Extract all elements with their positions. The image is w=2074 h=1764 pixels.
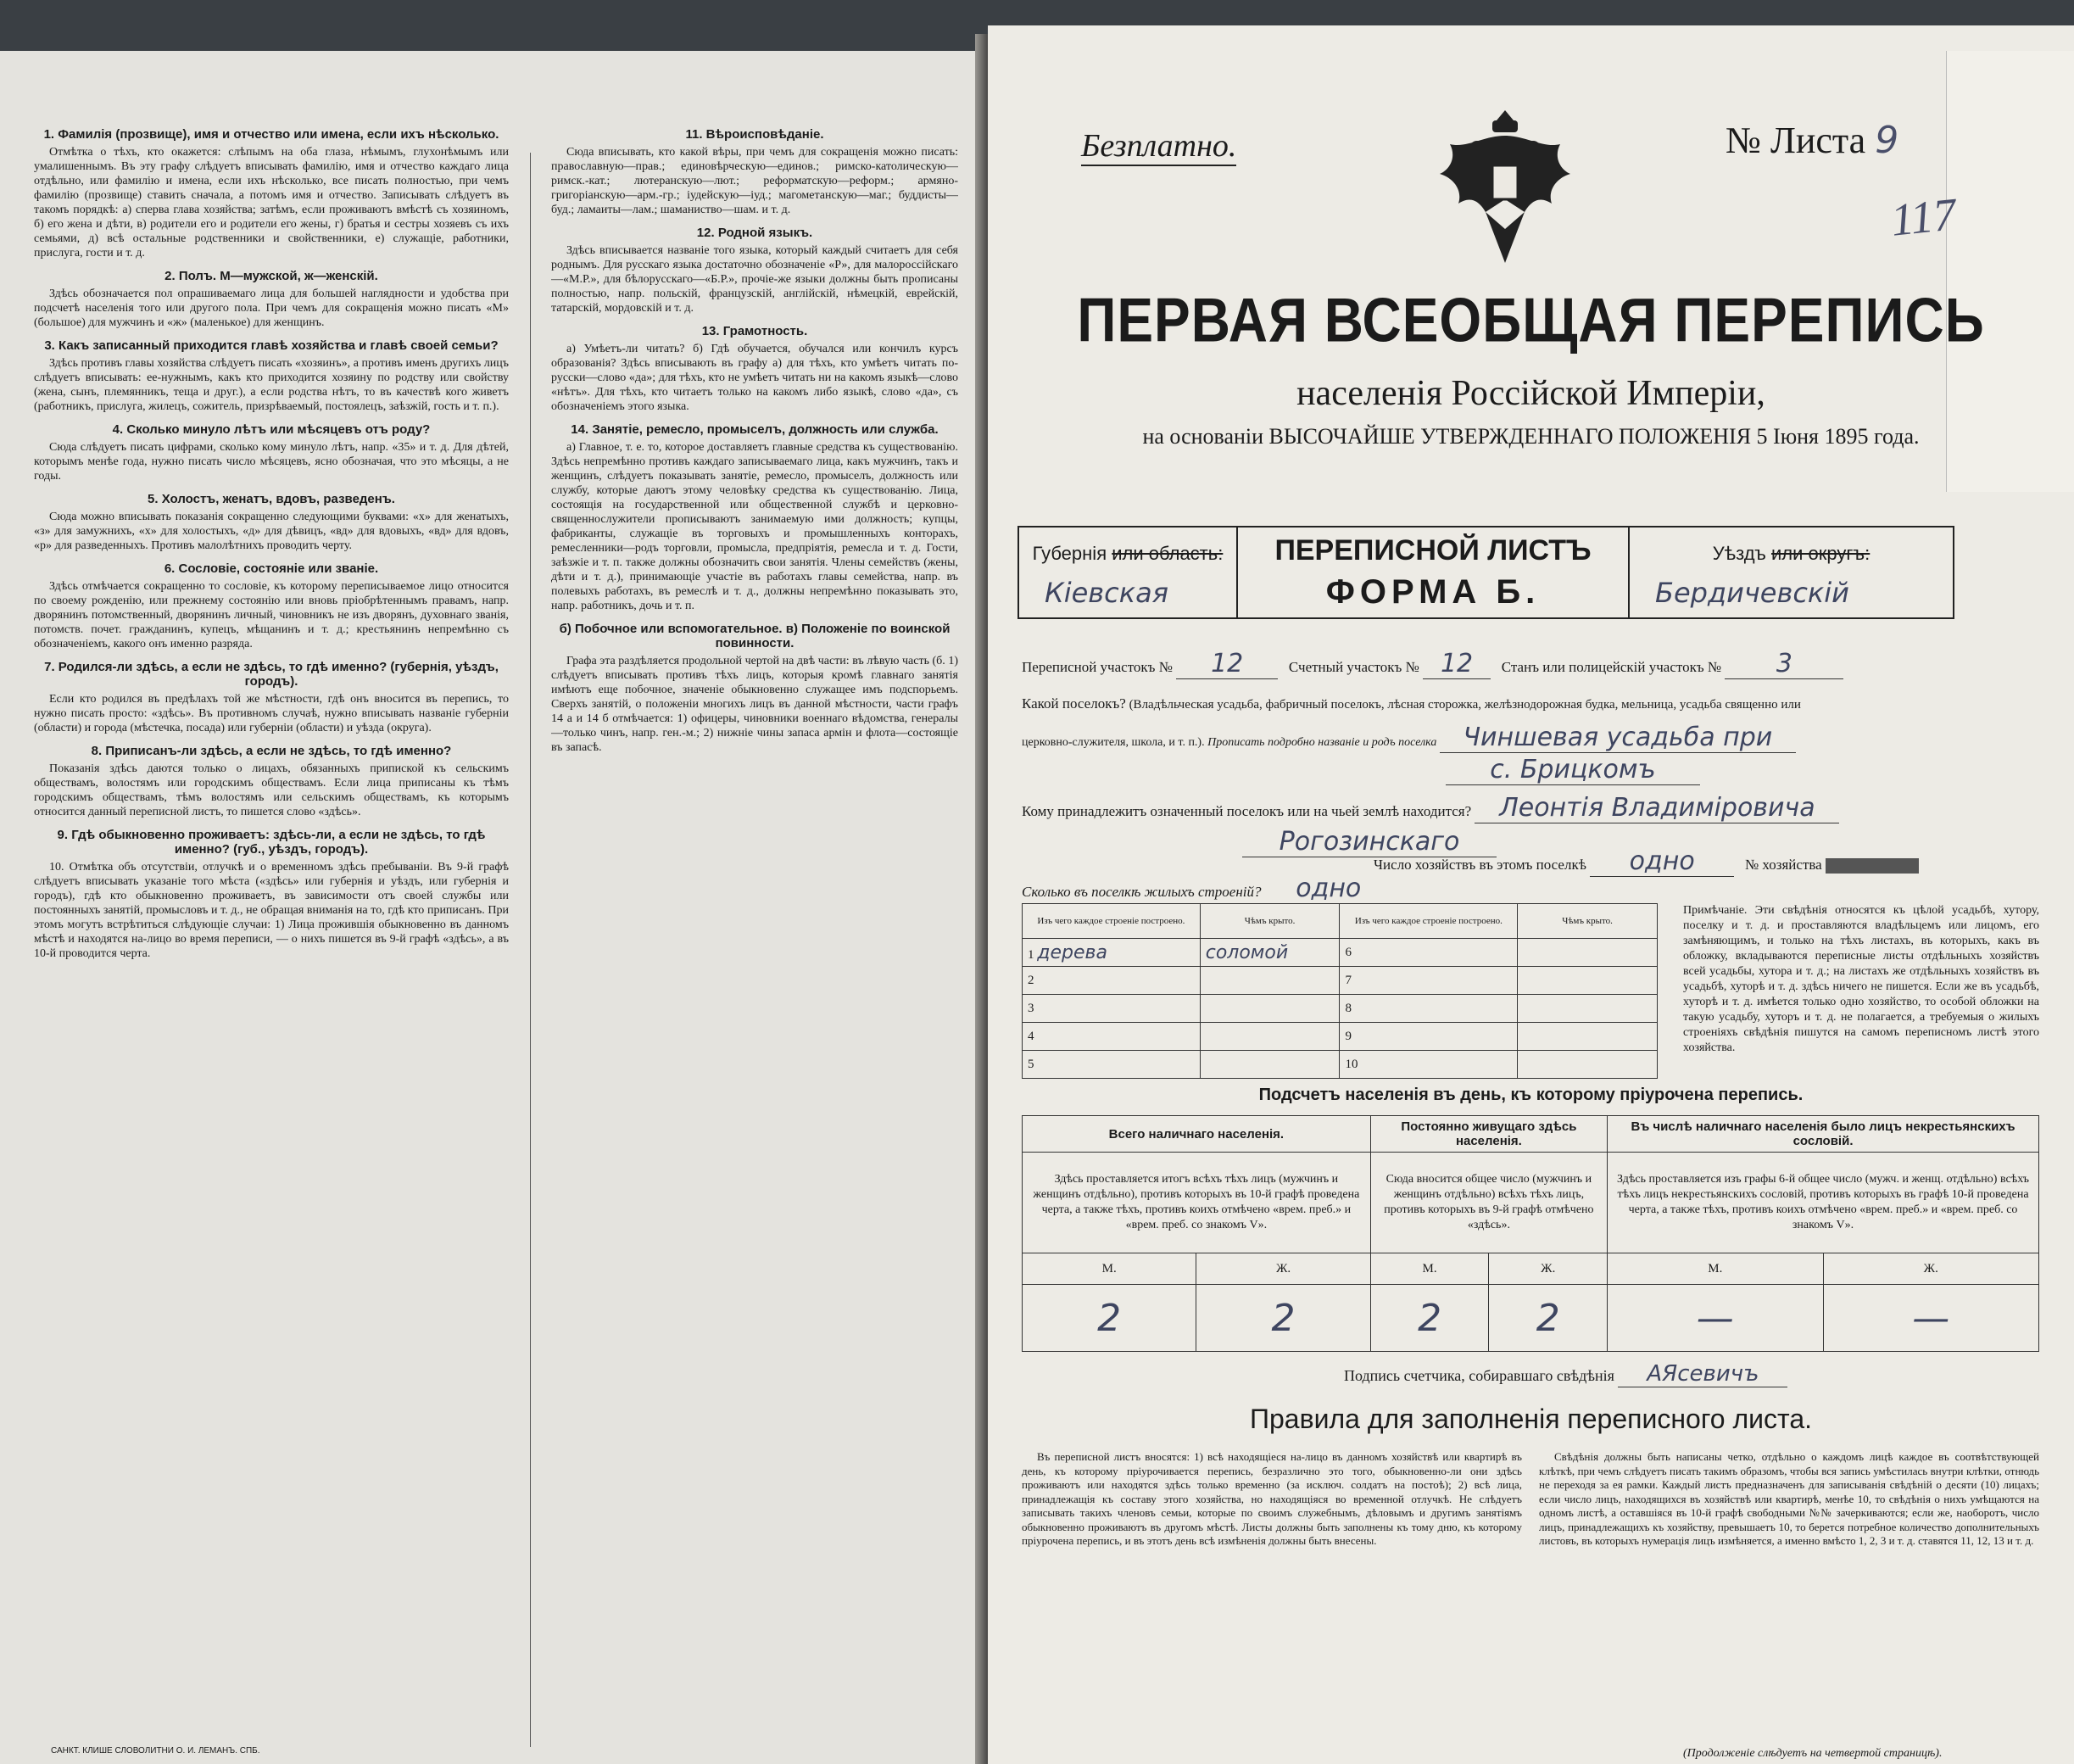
double-headed-eagle-emblem-icon — [1433, 102, 1577, 271]
count-values-row — [1023, 1285, 2039, 1352]
count-header-row — [1023, 1116, 2039, 1153]
form-title-box — [1238, 526, 1628, 619]
sheet-number — [1726, 119, 1898, 162]
owner-row — [1022, 793, 1839, 823]
count-desc-row — [1023, 1153, 2039, 1253]
census-section-value: 12 — [1176, 649, 1278, 679]
sex-label-m: М. — [1023, 1253, 1196, 1285]
dwell-material-value: дерева — [1037, 941, 1107, 963]
instruction-text: Сюда слѣдуетъ писать цифрами, сколько кому минуло лѣтъ, напр. «35» и т. д. Для дѣтей, которымъ менѣе года, нужно писать число мѣсяцевъ, ясно обозначая, что это мѣсяцы, а не годы. — [34, 441, 509, 483]
instruction-text: Графа эта раздѣляется продольной чертой на двѣ части: въ лѣвую часть (б. 1) слѣдуетъ вписывать противъ тѣхъ лицъ, которыя кромѣ главнаго занятія имѣютъ еще побочное, значеніе обыкновенно служащее имъ подспорьемъ. Сверхъ занятій, о положеніи многихъ лицъ въ данной мѣстности, части графъ 14 а и 14 б отмѣчается: 1) офицеры, чиновники военнаго вѣдомства, генералы—только чинъ, напр. ген.-м.; 2) нижніе чины запаса армін и флота—состоящіе въ запасѣ. — [551, 655, 958, 754]
households-value: одно — [1590, 846, 1734, 877]
right-page — [988, 25, 2074, 1764]
owner-value-2: Рогозинскаго — [1242, 827, 1497, 857]
dwell-num: 5 — [1023, 1051, 1201, 1079]
count-value-non-peasant-f: — — [1823, 1285, 2038, 1352]
column-divider — [530, 153, 531, 1747]
instruction-heading: 3. Какъ записанный приходится главѣ хозяйства и главѣ своей семьи? — [44, 338, 499, 353]
instruction-heading: 9. Гдѣ обыкновенно проживаетъ: здѣсь-ли, а если не здѣсь, то гдѣ именно? (губ., уѣздъ, городъ). — [57, 828, 486, 857]
settlement-hint-2: церковно-служителя, школа, и т. п.). — [1022, 736, 1205, 749]
gubernia-value: Кіевская — [1045, 577, 1168, 609]
rules-text-2: Свѣдѣнія должны быть написаны четко, отдѣльно о каждомъ лицѣ каждое въ соотвѣтствующей клѣткѣ, при чемъ слѣдуетъ писать такимъ образомъ, чтобы вся запись умѣстилась внутри клѣтки, отнюдь не переходя за ея рамки. Каждый листъ предназначенъ для записыванія свѣдѣній о десяти (10) лицахъ; если число лицъ, находящихся въ хозяйствѣ или квартирѣ, менѣе 10, то свѣдѣнія о нихъ умѣщаются на одномъ листѣ, а оставшіяся въ 10-й графѣ свободными №№ зачеркиваются; если же, наоборотъ, число лицъ, принадлежащихъ къ хозяйству, превышаетъ 10, то берется потребное количество дополнительныхъ листовъ, въ которыхъ нумерація лицъ измѣняется, а именно вмѣсто 1, 2, 3 и т. д. ставятся 11, 12, 13 и т. д. — [1539, 1450, 2039, 1547]
count-value-total-f: 2 — [1196, 1285, 1370, 1352]
gubernia-label: Губернія — [1032, 543, 1107, 564]
instruction-heading: 1. Фамилія (прозвище), имя и отчество или имена, если ихъ нѣсколько. — [43, 127, 499, 142]
instruction-text: а) Главное, т. е. то, которое доставляетъ главные средства къ существованію. Здѣсь непремѣнно противъ каждаго записываемаго лица, какъ мужчинъ, такъ и женщинъ, слѣдуетъ показывать занятіе, ремесло, промыселъ, должность или службу, которые даютъ этому человѣку средства къ существованію. Лица, состоящія на государственной или общественной службѣ и церковно-священнослужители прописываютъ занимаемую ими должность; купцы, фабриканты, служащіе въ торговыхъ и промышленныхъ конторахъ, ремесленники—родъ торговли, промысла, предпріятія, ремесла и т. д. Гости, заѣзжіе и т. п. также должны обозначить свои занятія. Члены семействъ (жены, дѣти и т. д.), принимающіе участіе въ работахъ главы семейства, напр. въ полевыхъ работахъ, въ ремеслѣ и т. д., должны непремѣнно показывать это, напр. работникъ, дочь и т. п. — [551, 441, 958, 612]
dwellings-note: Примѣчаніе. Эти свѣдѣнія относятся къ цѣлой усадьбѣ, хутору, поселку и т. д. и проставляются владѣльцемъ или лицомъ, его замѣняющимъ, и только на тѣхъ листахъ, въ которыхъ, какъ въ обложку, вкладываются переписные листы отдѣльныхъ хозяйствъ всей усадьбы, хутора и т. д.; на листахъ же отдѣльныхъ хозяйствъ въ усадьбѣ, хуторѣ и т. д. здѣсь ничего не пишется. Если же въ усадьбѣ, хуторѣ и т. д. имѣется только одно хозяйство, то особой обложки на такую усадьбу, хуторъ и т. д. не полагается, а требуемыя о жилыхъ строеніяхъ свѣдѣнія пишутся на самомъ переписномъ листѣ этого хозяйства. — [1683, 904, 2039, 1054]
count-section-label: Счетный участокъ № — [1288, 659, 1419, 675]
stan-label: Станъ или полицейскій участокъ № — [1501, 659, 1722, 675]
dwell-num: 3 — [1023, 995, 1201, 1023]
printer-imprint: САНКТ. КЛИШЕ СЛОВОЛИТНИ О. И. ЛЕМАНЪ. СПБ. — [51, 1746, 260, 1756]
instruction-text: Здѣсь обозначается пол опрашиваемаго лица для большей наглядности и удобства при подсчетѣ населенія того или другого пола. При чемъ для сокращенія можно писать «М» (большое) для мужчинъ и «ж» (маленькое) для женщинъ. — [34, 287, 509, 329]
form-title: ПЕРЕПИСНОЙ ЛИСТЪ — [1274, 534, 1592, 567]
table-row — [1023, 1023, 1658, 1051]
count-value-permanent-f: 2 — [1489, 1285, 1608, 1352]
table-row — [1023, 967, 1658, 995]
buildings-value: одно — [1265, 874, 1392, 904]
households-row — [1374, 846, 1919, 877]
stan-value: 3 — [1725, 649, 1843, 679]
instruction-heading: 8. Приписанъ-ли здѣсь, а если не здѣсь, то гдѣ именно? — [91, 744, 452, 758]
table-row — [1023, 939, 1658, 967]
census-subtitle: населенія Россійской Имперіи, — [1296, 374, 1765, 413]
household-no-redacted — [1826, 858, 1919, 874]
buildings-row — [1022, 874, 1392, 904]
settlement-row-2 — [1022, 723, 1796, 753]
owner-label: Кому принадлежитъ означенный поселокъ или на чьей землѣ находится? — [1022, 803, 1472, 819]
instruction-heading: 12. Родной языкъ. — [696, 226, 813, 240]
count-value-total-m: 2 — [1023, 1285, 1196, 1352]
uezd-value: Бердичевскій — [1655, 577, 1849, 609]
census-decree-line: на основаніи ВЫСОЧАЙШЕ УТВЕРЖДЕННАГО ПОЛОЖЕНІЯ 5 Іюня 1895 года. — [1142, 424, 1920, 449]
count-section-value: 12 — [1423, 649, 1491, 679]
census-main-title: ПЕРВАЯ ВСЕОБЩАЯ ПЕРЕПИСЬ — [1077, 284, 1985, 355]
sex-label-f: Ж. — [1489, 1253, 1608, 1285]
sections-row — [1022, 649, 1843, 679]
instruction-heading: 6. Сословіе, состояніе или званіе. — [164, 561, 379, 576]
table-row — [1023, 995, 1658, 1023]
settlement-row-3 — [1446, 755, 1700, 785]
instruction-heading: 4. Сколько минуло лѣтъ или мѣсяцевъ отъ роду? — [112, 422, 431, 437]
instruction-text: Здѣсь вписывается названіе того языка, который каждый считаетъ для себя роднымъ. Для русскаго языка достаточно обозначеніе «Р», для малороссійскаго—«М.Р.», для бѣлорусскаго—«Б.Р.», прочіе-же языки должны быть прописаны полностью, напр. польскій, французскій, англійскій, нѣмецкій, еврейскій, татарскій, мордовскій и т. д. — [551, 244, 958, 315]
instruction-heading: 11. Вѣроисповѣданіе. — [685, 127, 824, 142]
sheet-number-value: 9 — [1875, 119, 1899, 162]
count-value-permanent-m: 2 — [1370, 1285, 1489, 1352]
dwell-header-material-2: Изъ чего каждое строеніе построено. — [1340, 904, 1518, 939]
dwell-header-roof-2: Чѣмъ крыто. — [1518, 904, 1658, 939]
count-header-total: Всего наличнаго населенія. — [1023, 1116, 1371, 1153]
count-header-permanent: Постоянно живущаго здѣсь населенія. — [1370, 1116, 1607, 1153]
instruction-text: Здѣсь отмѣчается сокращенно то сословіе, къ которому переписываемое лицо относится по своему рожденію, или прежнему состоянію или вновь пріобрѣтеннымъ правамъ, напр. дворянинъ потомственный, дворянинъ личный, чиновникъ не изъ дворянъ, духовнаго званія, потомств. почет. гражданинъ, купецъ, мѣщанинъ и т. д.; крестьянинъ непремѣнно съ обозначеніемъ, какого онъ именно разряда. — [34, 580, 509, 650]
population-count-title: Подсчетъ населенія въ день, къ которому пріурочена перепись. — [1258, 1086, 1804, 1104]
dwell-num: 6 — [1340, 939, 1518, 967]
archive-number: 117 — [1888, 188, 1959, 246]
table-row — [1023, 1051, 1658, 1079]
instruction-text: 10. Отмѣтка объ отсутствіи, отлучкѣ и о временномъ здѣсь пребываніи. Въ 9-й графѣ слѣдуетъ вписывать указаніе того мѣста («здѣсь» или губернія и уѣздъ, или губернія и городъ), гдѣ кто обыкновенно проживаетъ, въ зависимости отъ своей службы или постоянныхъ занятій, промысловъ и т. д., не обращая вниманія на то, гдѣ кто приписанъ. При этомъ могутъ встрѣтиться слѣдующіе случаи: 1) Лица прожившія обыкновенно въ данномъ мѣстѣ и находятся на-лицо во время переписи, — о нихъ пишется въ 9-й графѣ «здѣсь», а въ 10-й проводится черта. — [34, 861, 509, 960]
dwell-roof-value: соломой — [1200, 939, 1340, 967]
gubernia-box — [1017, 526, 1238, 619]
dwell-num: 2 — [1023, 967, 1201, 995]
census-section-label: Переписной участокъ № — [1022, 659, 1173, 675]
free-label: Безплатно. — [1081, 127, 1236, 166]
count-desc-non-peasant: Здѣсь проставляется изъ графы 6-й общее число (мужч. и женщ. отдѣльно) всѣхъ тѣхъ лицъ некрестьянскихъ сословій, противъ которыхъ въ графѣ 10-й проведена черта, а также тѣхъ, противъ коихъ отмѣчено «врем. преб.» и «врем. преб. со знакомъ V». — [1608, 1153, 2039, 1253]
instruction-heading: 2. Полъ. М—мужской, ж—женскій. — [164, 269, 378, 283]
dwell-num: 10 — [1340, 1051, 1518, 1079]
instruction-text: Показанія здѣсь даются только о лицахъ, обязанныхъ припиской къ сельскимъ обществамъ, волостямъ или городскимъ обществамъ. Если лица приписаны къ тѣмъ городскимъ обществамъ, тѣмъ волостямъ или сельскимъ обществамъ, къ которымъ относится данный переписной листъ, то пишется слово «здѣсь». — [34, 762, 509, 818]
count-desc-total: Здѣсь проставляется итогъ всѣхъ тѣхъ лицъ (мужчинъ и женщинъ отдѣльно), противъ которыхъ въ 10-й графѣ проведена черта, а также тѣхъ, противъ коихъ отмѣчено «врем. преб.» и «врем. преб. со знакомъ V». — [1023, 1153, 1371, 1253]
instruction-heading: 13. Грамотность. — [701, 324, 808, 338]
rules-text-1: Въ переписной листъ вносятся: 1) всѣ находящіеся на-лицо въ данномъ хозяйствѣ или квартирѣ въ день, къ которому пріурочивается перепись, безразлично это того, обыкновенно-ли они здѣсь проживаютъ или находятся здѣсь только временно (за исключ. солдатъ на постоѣ); 2) всѣ лица, принадлежащія къ составу этого хозяйства, но находящіяся во временной отлучкѣ. Не слѣдуетъ записывать такихъ членовъ семьи, которые по своимъ служебнымъ, дѣловымъ и другимъ занятіямъ обыкновенно проживаютъ въ другомъ мѣстѣ. Листы должны быть заполнены къ тому дню, къ которому пріурочена перепись, и въ этотъ день всѣ измѣненія должны быть внесены. — [1022, 1450, 1522, 1547]
households-label: Число хозяйствъ въ этомъ поселкѣ — [1374, 857, 1586, 873]
uezd-struck-label: или округъ: — [1771, 543, 1871, 564]
sex-label-m: М. — [1608, 1253, 1823, 1285]
count-value-non-peasant-m: — — [1608, 1285, 1823, 1352]
count-header-non-peasant: Въ числѣ наличнаго населенія было лицъ некрестьянскихъ сословій. — [1608, 1116, 2039, 1153]
gubernia-struck-label: или область: — [1112, 543, 1224, 564]
owner-value: Леонтія Владиміровича — [1475, 793, 1839, 823]
sex-label-f: Ж. — [1823, 1253, 2038, 1285]
instruction-text: Если кто родился въ предѣлахъ той же мѣстности, гдѣ онъ вносится въ перепись, то нужно писать просто: «здѣсь». Въ противномъ случаѣ, нужно вписывать названіе губерніи (области) и города (мѣстечка, посада) или губерніи (области) и уѣзда (округа). — [34, 693, 509, 734]
form-subtitle: ФОРМА Б. — [1325, 573, 1541, 611]
settlement-hint: (Владѣльческая усадьба, фабричный поселокъ, лѣсная сторожка, желѣзнодорожная будка, мельница, усадьба священно или — [1129, 698, 1801, 712]
dwell-num: 1 — [1028, 947, 1034, 962]
sex-label-m: М. — [1370, 1253, 1489, 1285]
instruction-text: Здѣсь противъ главы хозяйства слѣдуетъ писать «хозяинъ», а противъ именъ другихъ лицъ слѣдуетъ вписывать: ее-нужнымъ, какъ кто приходится хозяину по родству или свойству (жена, сынъ, племянникъ, теща и друг.), а если родства нѣтъ, то въ качествѣ кого живетъ (работникъ, прислуга, жилецъ, сожитель, призрѣваемый, постоялецъ, заѣзжій, гость и т. п.). — [34, 357, 509, 413]
household-no-label: № хозяйства — [1744, 857, 1822, 873]
instruction-text: Отмѣтка о тѣхъ, кто окажется: слѣпымъ на оба глаза, нѣмымъ, глухонѣмымъ или умалишеннымъ. Въ эту графу слѣдуетъ вписывать фамилію, имя и отчество каждаго лица отдѣльно, или фамилію и имена, если ихъ нѣсколько, все писать полностью, при чемъ фамилію (прозвище) ставить сначала, а потомъ имя и отчество. Записывать слѣдуетъ въ такомъ порядкѣ: а) сперва глава хозяйства; затѣмъ, если проживаютъ вмѣстѣ съ хозяиномъ, б) его жена и дѣти, в) родители его и родители его жены, г) братья и сестры хозяевъ съ ихъ семьями, д) всѣ остальные родственники и свойственники, е) служащіе, работники, прислуга, гости и т. д. — [34, 146, 509, 260]
sex-label-f: Ж. — [1196, 1253, 1370, 1285]
dwell-header-material-1: Изъ чего каждое строеніе построено. — [1023, 904, 1201, 939]
instruction-text: Сюда вписывать, кто какой вѣры, при чемъ для сокращенія можно писать: православную—прав.; единовѣрческую—единов.; римско-католическую—римск.-кат.; лютеранскую—лют.; реформатскую—реформ.; армяно-григоріанскую—арм.-гр.; іудейскую—іуд.; магометанскую—маг.; буддисты—буд.; ламаиты—лам.; шаманиство—шам. и т. д. — [551, 146, 958, 216]
continued-note: (Продолженіе слѣдуетъ на четвертой страницѣ). — [1683, 1747, 1943, 1760]
settlement-row — [1022, 695, 1801, 712]
dwell-num: 9 — [1340, 1023, 1518, 1051]
buildings-label: Сколько въ поселкѣ жилыхъ строеній? — [1022, 884, 1262, 900]
instruction-text: Сюда можно вписывать показанія сокращенно следующими буквами: «х» для женатыхъ, «з» для замужнихъ, «х» для холостыхъ, «д» для дѣвицъ, «вд» для вдовыхъ, «вд» для вдовъ, «р» для разведенныхъ. Противъ малолѣтнихъ проводить черту. — [34, 511, 509, 552]
rules-column-2 — [1539, 1450, 2039, 1549]
population-count-table — [1022, 1115, 2039, 1352]
instructions-column-2 — [551, 119, 958, 1730]
instructions-column-1 — [34, 119, 509, 1730]
enumerator-signature-row — [1344, 1361, 1787, 1387]
dwellings-table — [1022, 903, 1658, 1079]
instruction-heading: 5. Холостъ, женатъ, вдовъ, разведенъ. — [148, 492, 395, 506]
count-sex-row — [1023, 1253, 2039, 1285]
instruction-heading: б) Побочное или вспомогательное. в) Положеніе по воинской повинности. — [559, 622, 951, 650]
uezd-label: Уѣздъ — [1712, 543, 1766, 564]
signature-label: Подпись счетчика, собиравшаго свѣдѣнія — [1344, 1367, 1614, 1384]
settlement-label: Какой поселокъ? — [1022, 695, 1126, 712]
uezd-box — [1628, 526, 1954, 619]
signature-value: АЯсевичъ — [1618, 1361, 1787, 1387]
sheet-number-label: № Листа — [1726, 120, 1866, 161]
left-page — [0, 51, 988, 1764]
instruction-text: а) Умѣетъ-ли читать? б) Гдѣ обучается, обучался или кончилъ курсъ образованія? Здѣсь вписывають въ графу а) для тѣхъ, кто умѣетъ читать по-русски—слово «да»; для тѣхъ, кто не умѣетъ читать ни на какомъ языкѣ—слово «нѣтъ». Для тѣхъ, кто читаетъ только на какомъ либо языкѣ, слово «да», съ обозначеніемъ этого языка. — [551, 343, 958, 413]
dwell-num: 4 — [1023, 1023, 1201, 1051]
rules-column-1 — [1022, 1450, 1522, 1549]
instruction-heading: 14. Занятіе, ремесло, промыселъ, должность или служба. — [571, 422, 939, 437]
dwell-num: 7 — [1340, 967, 1518, 995]
settlement-value: Чиншевая усадьба при — [1440, 723, 1796, 753]
instruction-heading: 7. Родился-ли здѣсь, а если не здѣсь, то гдѣ именно? (губернія, уѣздъ, городъ). — [44, 660, 499, 689]
dwell-num: 8 — [1340, 995, 1518, 1023]
settlement-value-2: с. Брицкомъ — [1446, 755, 1700, 785]
dwellings-header-row — [1023, 904, 1658, 939]
rules-title: Правила для заполненія переписного листа. — [1250, 1404, 1812, 1434]
settlement-hint-3: Прописать подробно названіе и родъ поселка — [1207, 736, 1437, 749]
dwell-header-roof-1: Чѣмъ крыто. — [1200, 904, 1340, 939]
count-desc-permanent: Сюда вносится общее число (мужчинъ и женщинъ отдѣльно) всѣхъ тѣхъ лицъ, противъ которыхъ въ 9-й графѣ отмѣчено «здѣсь». — [1370, 1153, 1607, 1253]
